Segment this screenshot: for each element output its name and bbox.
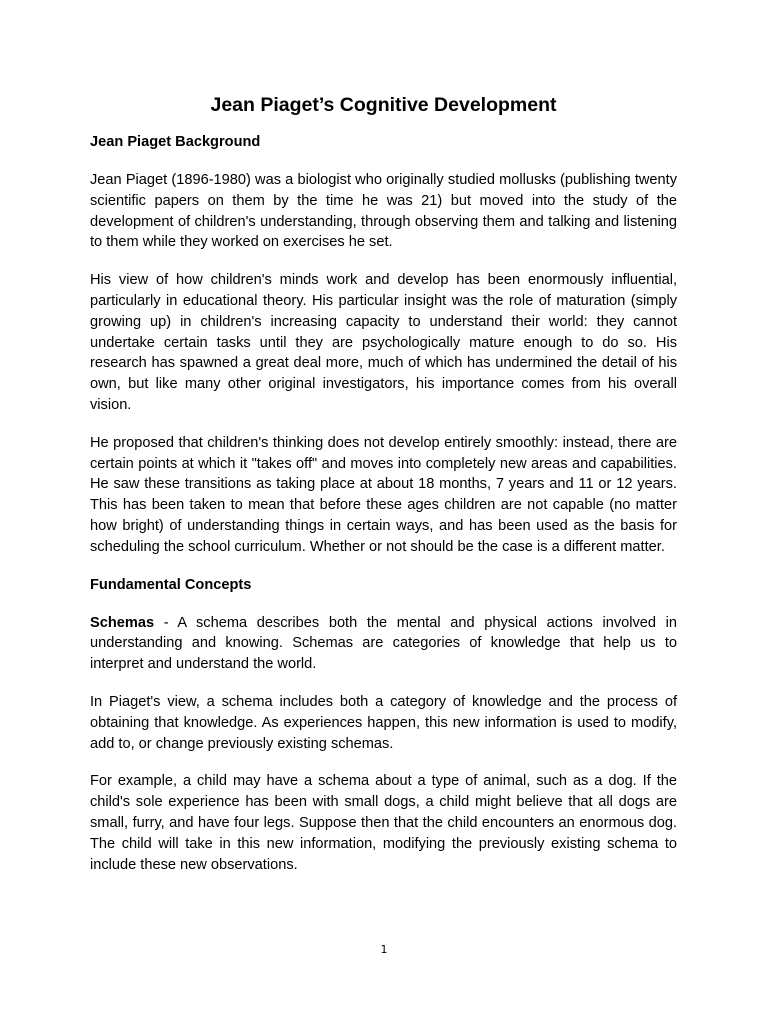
schemas-term: Schemas <box>90 614 155 631</box>
paragraph-schemas-definition <box>90 613 677 675</box>
document-body <box>90 92 677 892</box>
page-number: 1 <box>380 943 388 956</box>
document-title: Jean Piaget’s Cognitive Development <box>210 94 557 116</box>
paragraph-transitions: He proposed that children's thinking does not develop entirely smoothly: instead, there are certain points at which it "takes off" and moves into completely new areas and capabilities. He saw these transitions as taking place at about 18 months, 7 years and 11 or 12 years. This has been taken to mean that before these ages children are not capable (no matter how bright) of understanding things in certain ways, and has been used as the basis for scheduling the school curriculum. Whether or not should be the case is a different matter. <box>90 434 677 555</box>
section-heading-background: Jean Piaget Background <box>90 134 261 150</box>
paragraph-influence: His view of how children's minds work and develop has been enormously influential, particularly in educational theory. His particular insight was the role of maturation (simply growing up) in children's increasing capacity to understand their world: they cannot undertake certain tasks until they are psychologically mature enough to do so. His research has spawned a great deal more, much of which has undermined the detail of his own, but like many other original investigators, his importance comes from his overall vision. <box>90 272 677 413</box>
section-heading-fundamental-concepts: Fundamental Concepts <box>90 576 252 593</box>
paragraph-schema-view: In Piaget's view, a schema includes both a category of knowledge and the process of obtaining that knowledge. As experiences happen, this new information is used to modify, add to, or change previously existing schemas. <box>90 693 677 752</box>
paragraph-background-intro: Jean Piaget (1896-1980) was a biologist who originally studied mollusks (publishing twenty scientific papers on them by the time he was 21) but moved into the study of the development of children's understanding, through observing them and talking and listening to them while they worked on exercises he set. <box>90 172 677 251</box>
schemas-definition-text: - A schema describes both the mental and physical actions involved in understanding and knowing. Schemas are categories of knowledge that help us to interpret and understand the world. <box>90 614 677 673</box>
paragraph-schema-example: For example, a child may have a schema about a type of animal, such as a dog. If the child's sole experience has been with small dogs, a child might believe that all dogs are small, furry, and have four legs. Suppose then that the child encounters an enormous dog. The child will take in this new information, modifying the previously existing schema to include these new observations. <box>90 773 677 873</box>
